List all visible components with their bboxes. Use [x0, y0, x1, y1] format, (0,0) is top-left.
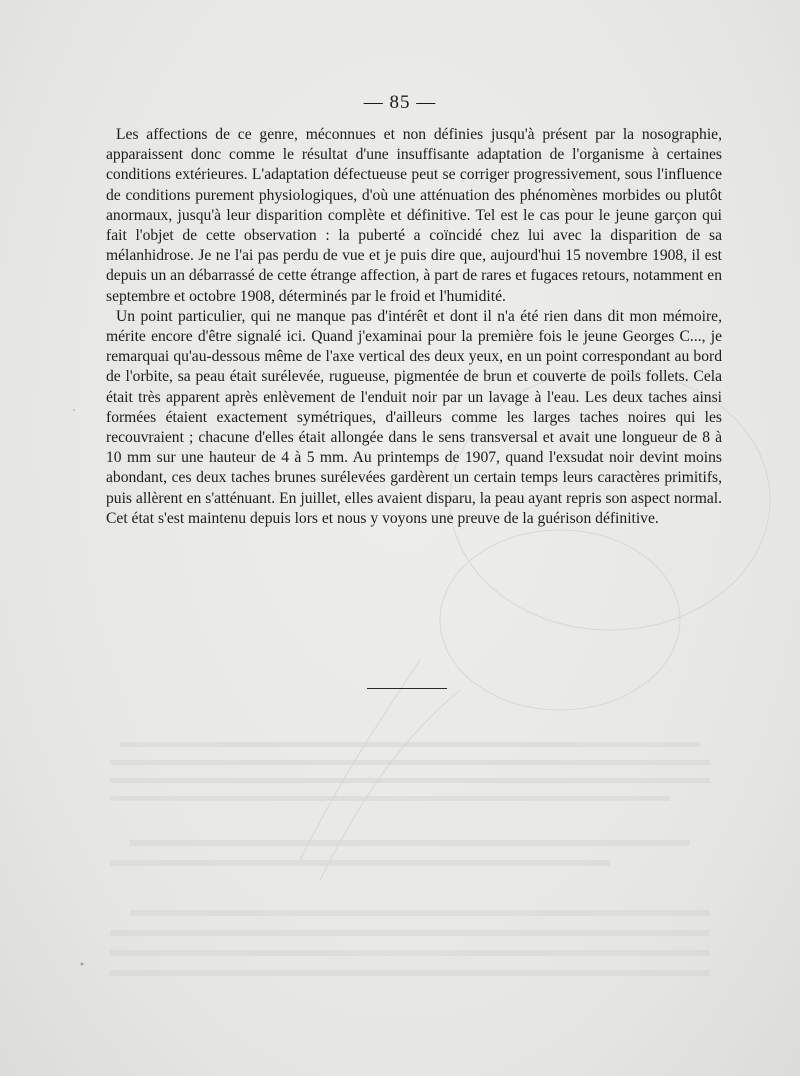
section-divider: [367, 688, 447, 689]
paragraph: Un point particulier, qui ne manque pas d'intérêt et dont il n'a été rien dans dit mon mémoire, mérite encore d'être signalé ici. Quand j'examinai pour la première fois le jeune Georges C..., je remarquai qu'au-dessous même de l'axe vertical des deux yeux, en un point correspondant au bord de l'orbite, sa peau était surélevée, rugueuse, pigmentée de brun et couverte de poils follets. Cela était très apparent après enlèvement de l'enduit noir par un lavage à l'eau. Les deux taches ainsi formées étaient exactement symétriques, d'ailleurs comme les larges taches noires qui les recouvraient ; chacune d'elles était allongée dans le sens transversal et avait une longueur de 8 à 10 mm sur une hauteur de 4 à 5 mm. Au printemps de 1907, quand l'exsudat noir devint moins abondant, ces deux taches brunes surélevées gardèrent un certain temps leurs caractères primitifs, puis allèrent en s'atténuant. En juillet, elles avaient disparu, la peau ayant repris son aspect normal. Cet état s'est maintenu depuis lors et nous y voyons une preuve de la guérison définitive.: [106, 307, 722, 527]
page-number: — 85 —: [363, 92, 437, 113]
body-text: [106, 125, 722, 529]
paragraph: Les affections de ce genre, méconnues et non définies jusqu'à présent par la nosographie, apparaissent donc comme le résultat d'une insuffisante adaptation de l'organisme à certaines conditions extérieures. L'adaptation défectueuse peut se corriger progressivement, sous l'influence de conditions purement physiologiques, d'où une atténuation des phénomènes morbides ou plutôt anormaux, jusqu'à leur disparition complète et définitive. Tel est le cas pour le jeune garçon qui fait l'objet de cette observation : la puberté a coïncidé chez lui avec la disparition de sa mélanhidrose. Je ne l'ai pas perdu de vue et je puis dire que, aujourd'hui 15 novembre 1908, il est depuis un an débarrassé de cette étrange affection, à part de rares et fugaces retours, notamment en septembre et octobre 1908, déterminés par le froid et l'humidité.: [106, 126, 722, 305]
